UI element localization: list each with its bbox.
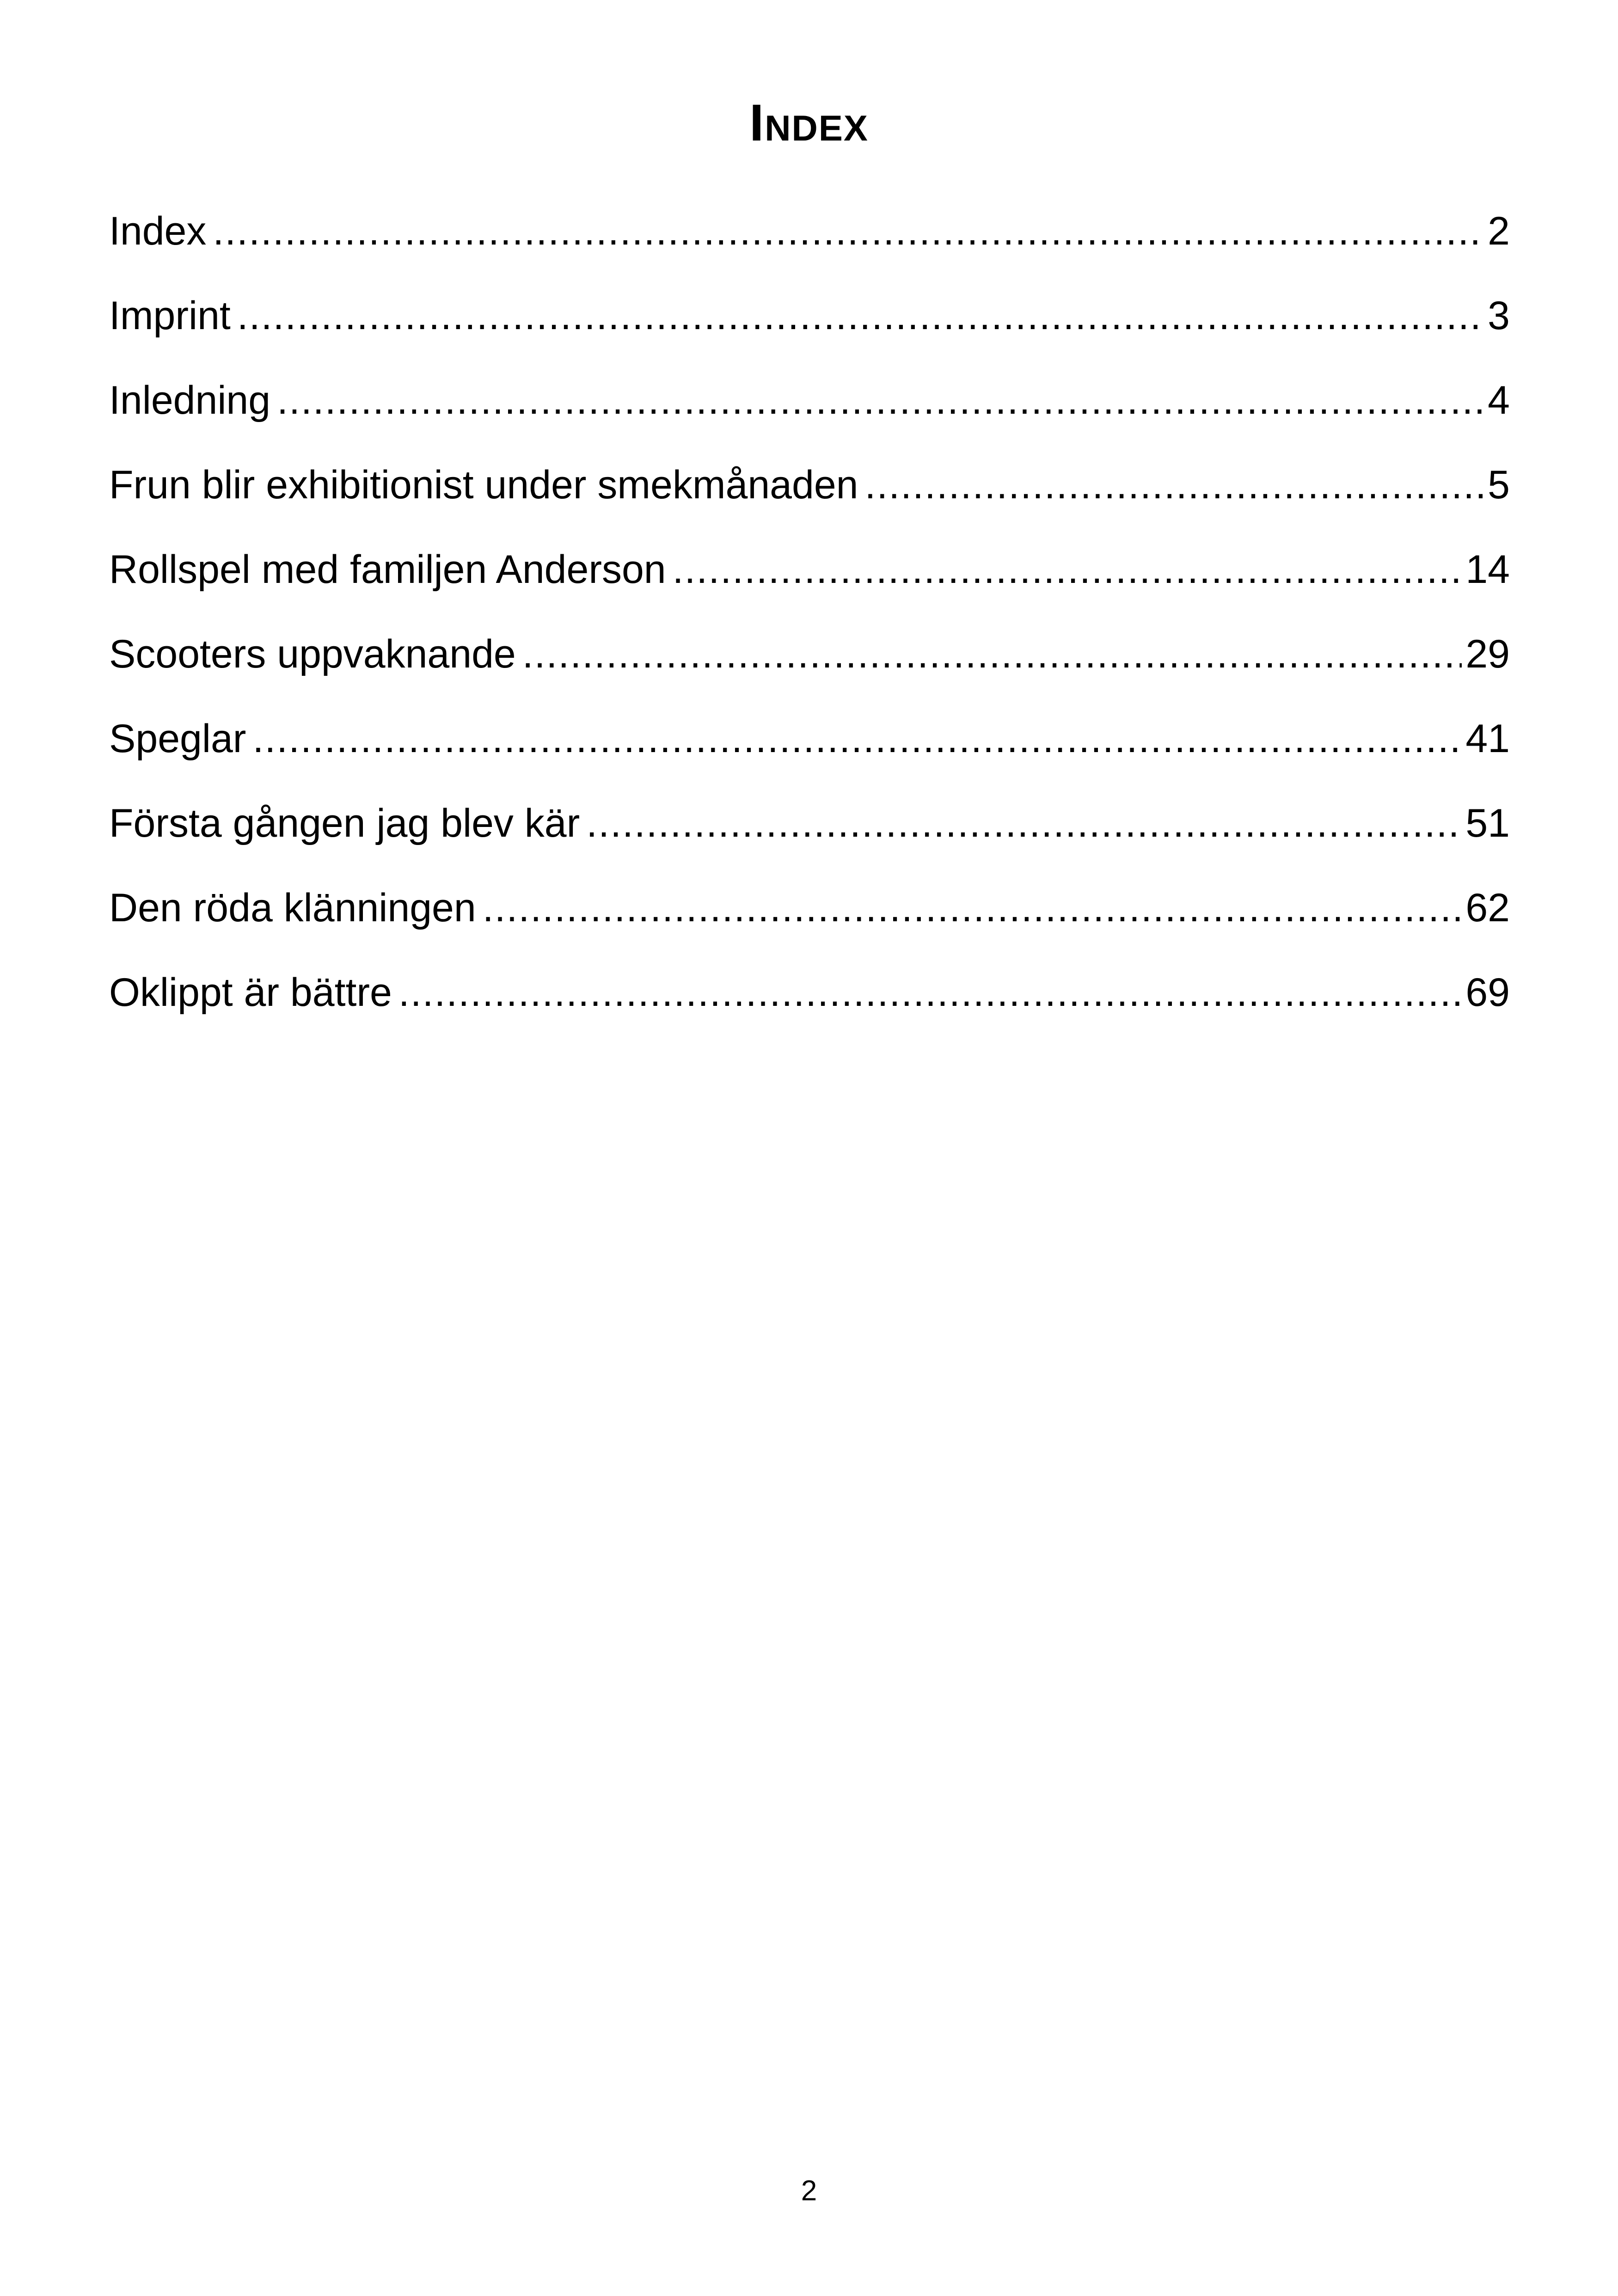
toc-dot-leader bbox=[277, 368, 1484, 433]
toc-dot-leader bbox=[398, 960, 1462, 1025]
toc-entry-title: Index bbox=[109, 209, 207, 253]
toc-entry-title: Imprint bbox=[109, 294, 231, 338]
toc-entry-title: Rollspel med familjen Anderson bbox=[109, 547, 666, 592]
toc-entry-page: 4 bbox=[1488, 378, 1510, 422]
table-of-contents bbox=[109, 199, 1510, 1045]
toc-entry-page: 2 bbox=[1488, 209, 1510, 253]
page-number: 2 bbox=[801, 2175, 817, 2207]
toc-entry-title: Den röda klänningen bbox=[109, 886, 476, 930]
toc-dot-leader bbox=[252, 706, 1462, 771]
toc-entry-title: Speglar bbox=[109, 716, 246, 761]
toc-dot-leader bbox=[483, 876, 1462, 940]
toc-entry-title: Oklippt är bättre bbox=[109, 970, 392, 1015]
toc-entry-title: Första gången jag blev kär bbox=[109, 801, 580, 845]
toc-dot-leader bbox=[213, 199, 1484, 263]
toc-entry[interactable] bbox=[109, 960, 1510, 1045]
toc-dot-leader bbox=[864, 453, 1484, 517]
toc-dot-leader bbox=[673, 537, 1462, 602]
toc-entry[interactable] bbox=[109, 791, 1510, 876]
toc-entry[interactable] bbox=[109, 537, 1510, 622]
toc-entry[interactable] bbox=[109, 622, 1510, 706]
toc-entry-title: Scooters uppvaknande bbox=[109, 632, 516, 676]
toc-entry-page: 51 bbox=[1465, 801, 1510, 845]
toc-dot-leader bbox=[522, 622, 1462, 686]
toc-entry-page: 62 bbox=[1465, 886, 1510, 930]
toc-entry-page: 69 bbox=[1465, 970, 1510, 1015]
toc-entry-page: 14 bbox=[1465, 547, 1510, 592]
page-title: Index bbox=[749, 94, 869, 152]
toc-entry-title: Frun blir exhibitionist under smekmånaden bbox=[109, 463, 858, 507]
toc-entry-title: Inledning bbox=[109, 378, 271, 422]
toc-entry-page: 3 bbox=[1488, 294, 1510, 338]
toc-dot-leader bbox=[237, 283, 1484, 348]
toc-entry-page: 41 bbox=[1465, 716, 1510, 761]
toc-entry-page: 29 bbox=[1465, 632, 1510, 676]
toc-entry-page: 5 bbox=[1488, 463, 1510, 507]
toc-entry[interactable] bbox=[109, 199, 1510, 283]
toc-entry[interactable] bbox=[109, 283, 1510, 368]
toc-entry[interactable] bbox=[109, 368, 1510, 453]
toc-entry[interactable] bbox=[109, 706, 1510, 791]
toc-dot-leader bbox=[586, 791, 1462, 856]
toc-entry[interactable] bbox=[109, 453, 1510, 537]
toc-entry[interactable] bbox=[109, 876, 1510, 960]
